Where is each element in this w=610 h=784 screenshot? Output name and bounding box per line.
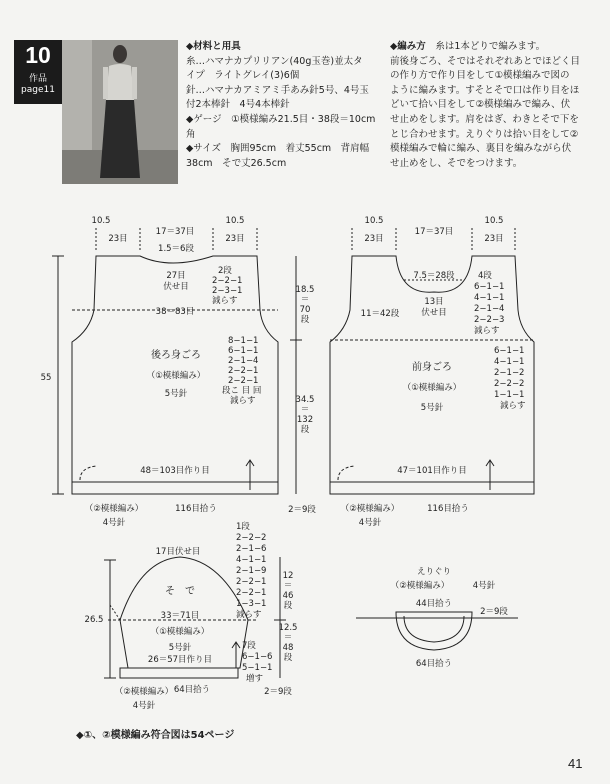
mid-v1c: 70 bbox=[299, 305, 311, 315]
back-height: 55 bbox=[40, 373, 52, 383]
sleeve-pattern: （①模様編み） bbox=[150, 627, 210, 637]
back-title: 後ろ身ごろ bbox=[151, 350, 201, 361]
sleeve-width: 33＝71目 bbox=[160, 611, 200, 621]
front-pattern: （①模様編み） bbox=[402, 383, 462, 393]
back-arm: 8−1−1 bbox=[228, 336, 259, 346]
sleeve-bottom: 26＝57目作り目 bbox=[147, 655, 213, 665]
back-w1: 10.5 bbox=[91, 216, 111, 226]
front-arm: 1−1−1 bbox=[494, 390, 525, 400]
front-arm: 2−1−2 bbox=[494, 368, 525, 378]
back-arm: 6−1−1 bbox=[228, 346, 259, 356]
back-neck3: 伏せ目 bbox=[163, 282, 189, 292]
collar-title: えりぐり bbox=[416, 567, 452, 577]
back-dec: 2段 bbox=[218, 266, 232, 276]
size-line1: ◆サイズ 胸囲95cm 着丈55cm 背肩幅 bbox=[186, 143, 370, 155]
method-line: とじ合わせます。えりぐりは拾い目をして② bbox=[390, 128, 579, 140]
method-line: 模様編みで輪に編み、裏目を編みながら伏 bbox=[390, 143, 572, 155]
back-dec: 2−3−1 bbox=[212, 286, 243, 296]
front-w3: 10.5 bbox=[484, 216, 504, 226]
size-line2: 38cm そで丈26.5cm bbox=[186, 157, 287, 169]
front-hem-needle: 4号針 bbox=[358, 518, 382, 528]
collar-top: 44目拾う bbox=[415, 599, 453, 609]
sleeve-h2b: ＝ bbox=[283, 633, 293, 643]
sleeve-cap: 4−1−1 bbox=[236, 555, 267, 565]
mid-v1: 18.5 bbox=[295, 285, 315, 295]
back-w3: 10.5 bbox=[225, 216, 245, 226]
back-hem bbox=[72, 482, 278, 494]
sleeve-cap: 2−2−2 bbox=[236, 533, 267, 543]
collar-needle: 4号針 bbox=[472, 581, 496, 591]
materials-line4: 付2本棒針 4号4本棒針 bbox=[186, 99, 290, 111]
back-w1b: 23目 bbox=[108, 234, 128, 244]
sleeve-cap: 1段 bbox=[236, 522, 250, 532]
back-arm-end2: 減らす bbox=[230, 396, 256, 406]
back-arm: 2−1−4 bbox=[228, 356, 259, 366]
front-arm: 2−2−2 bbox=[494, 379, 525, 389]
back-dec: 減らす bbox=[212, 296, 238, 306]
front-needle: 5号針 bbox=[420, 403, 444, 413]
label-line1: 作品 bbox=[28, 74, 47, 84]
collar-bottom: 64目拾う bbox=[415, 659, 453, 669]
front-neck-st2: 伏せ目 bbox=[421, 308, 447, 318]
front-w3b: 23目 bbox=[484, 234, 504, 244]
sleeve-h1c: 46 bbox=[282, 591, 294, 601]
sleeve-h1b: ＝ bbox=[283, 581, 293, 591]
sleeve-h1d: 段 bbox=[283, 601, 293, 611]
mid-rib: 2＝9段 bbox=[288, 505, 316, 515]
gauge-line1: ◆ゲージ ①模様編み21.5目・38段＝10cm bbox=[186, 113, 376, 125]
mid-v2b: ＝ bbox=[300, 405, 310, 415]
front-neck-dec: 6−1−1 bbox=[474, 282, 505, 292]
collar-pattern: （②模様編み） bbox=[390, 581, 450, 591]
sleeve-inc: 増す bbox=[246, 674, 264, 684]
front-hem bbox=[330, 482, 534, 494]
back-arm: 2−2−1 bbox=[228, 376, 259, 386]
method-line: せ止めをします。肩をはぎ、わきとそで下を bbox=[390, 113, 579, 125]
front-w1b: 23目 bbox=[364, 234, 384, 244]
sleeve-cap: 減らす bbox=[236, 610, 262, 620]
back-neck1: 1.5＝6段 bbox=[158, 244, 194, 254]
sleeve-rib: 2＝9段 bbox=[264, 687, 292, 697]
front-hem-pattern: （②模様編み） bbox=[340, 504, 400, 514]
front-neck-dec: 2−2−3 bbox=[474, 315, 505, 325]
materials-line3: 針…ハマナカアミアミ手あみ針5号、4号玉 bbox=[186, 84, 369, 96]
mid-v1b: ＝ bbox=[300, 295, 310, 305]
front-arm: 4−1−1 bbox=[494, 357, 525, 367]
page-number: 41 bbox=[568, 756, 583, 771]
sleeve-title: そ で bbox=[165, 586, 195, 597]
method-line: ように編みます。すそとそで口は作り目をほ bbox=[390, 84, 580, 96]
pattern-number: 10 bbox=[25, 42, 51, 68]
back-hem-pick: 116目拾う bbox=[175, 504, 217, 514]
back-hem-needle: 4号針 bbox=[102, 518, 126, 528]
sleeve-h1: 12 bbox=[282, 571, 294, 581]
back-needle: 5号針 bbox=[164, 389, 188, 399]
back-hem-pattern: （②模様編み） bbox=[84, 504, 144, 514]
front-bottom: 47＝101目作り目 bbox=[397, 466, 467, 476]
collar-rib: 2＝9段 bbox=[480, 607, 508, 617]
method-line: 前後身ごろ、そではそれぞれあとでほどく目 bbox=[390, 55, 581, 67]
sleeve-cuff bbox=[120, 668, 238, 678]
mid-v2: 34.5 bbox=[295, 395, 315, 405]
front-neck-dec: 4−1−1 bbox=[474, 293, 505, 303]
back-dec: 2−2−1 bbox=[212, 276, 243, 286]
back-w2: 17＝37目 bbox=[155, 227, 195, 237]
method-line: せ止めをし、そでをつけます。 bbox=[390, 157, 523, 169]
sleeve-top: 17目伏せ目 bbox=[155, 547, 201, 557]
method-line: どいて拾い目をして②模様編みで編み、伏 bbox=[390, 99, 571, 111]
materials-title: ◆材料と用具 bbox=[186, 41, 241, 52]
materials-line1: 糸…ハマナカプリリアン(40g玉巻)並太タ bbox=[186, 55, 363, 67]
sleeve-cap: 2−2−1 bbox=[236, 588, 267, 598]
front-w2: 17＝37目 bbox=[414, 227, 454, 237]
mid-v2d: 段 bbox=[300, 425, 310, 435]
sleeve-cap: 2−2−1 bbox=[236, 577, 267, 587]
method-title-rest: 糸は1本どりで編みます。 bbox=[435, 41, 546, 52]
front-arm: 6−1−1 bbox=[494, 346, 525, 356]
front-w1: 10.5 bbox=[364, 216, 384, 226]
sleeve-inc: 5−1−1 bbox=[242, 663, 273, 673]
sleeve-inc: 6−1−6 bbox=[242, 652, 273, 662]
back-chest: 38＝83目 bbox=[155, 307, 195, 317]
front-neck-h: 11＝42段 bbox=[360, 309, 400, 319]
mid-v1d: 段 bbox=[300, 315, 310, 325]
label-line2: page11 bbox=[21, 85, 55, 95]
back-arm: 2−2−1 bbox=[228, 366, 259, 376]
method-line: の作り方で作り目をして①模様編みで図の bbox=[390, 70, 570, 82]
sleeve-h2c: 48 bbox=[282, 643, 294, 653]
back-bottom: 48＝103目作り目 bbox=[140, 466, 210, 476]
gauge-line2: 角 bbox=[186, 128, 196, 140]
sleeve-h2d: 段 bbox=[283, 653, 293, 663]
sleeve-cap: 2−1−6 bbox=[236, 544, 267, 554]
front-neck1: 7.5＝28段 bbox=[413, 271, 455, 281]
sleeve-inc: 7段 bbox=[242, 641, 256, 651]
front-neck-dec: 2−1−4 bbox=[474, 304, 505, 314]
sleeve-cap: 2−1−9 bbox=[236, 566, 267, 576]
sleeve-total: 26.5 bbox=[84, 615, 104, 625]
sleeve-cap: 1−3−1 bbox=[236, 599, 267, 609]
front-neck-st: 13目 bbox=[424, 297, 444, 307]
sleeve-h2: 12.5 bbox=[278, 623, 298, 633]
back-pattern: （①模様編み） bbox=[146, 371, 206, 381]
back-arm-end: 段こ 目 回 bbox=[222, 386, 262, 396]
method-title: ◆編み方 bbox=[390, 41, 426, 52]
sleeve-hem-pick: 64目拾う bbox=[173, 685, 211, 695]
footnote: ◆①、②模様編み符合図は54ページ bbox=[76, 730, 235, 741]
front-neck-dec: 4段 bbox=[478, 271, 492, 281]
sleeve-hem-needle: 4号針 bbox=[132, 701, 156, 711]
front-title: 前身ごろ bbox=[412, 362, 452, 373]
back-neck2: 27目 bbox=[166, 271, 186, 281]
sleeve-needle: 5号針 bbox=[168, 643, 192, 653]
front-arm: 減らす bbox=[500, 401, 526, 411]
front-hem-pick: 116目拾う bbox=[427, 504, 469, 514]
back-w3b: 23目 bbox=[225, 234, 245, 244]
sleeve-hem-pattern: （②模様編み） bbox=[114, 687, 174, 697]
materials-line2: イプ ライトグレイ(3)6個 bbox=[186, 70, 300, 82]
mid-v2c: 132 bbox=[296, 415, 314, 425]
front-neck-dec: 減らす bbox=[474, 326, 500, 336]
